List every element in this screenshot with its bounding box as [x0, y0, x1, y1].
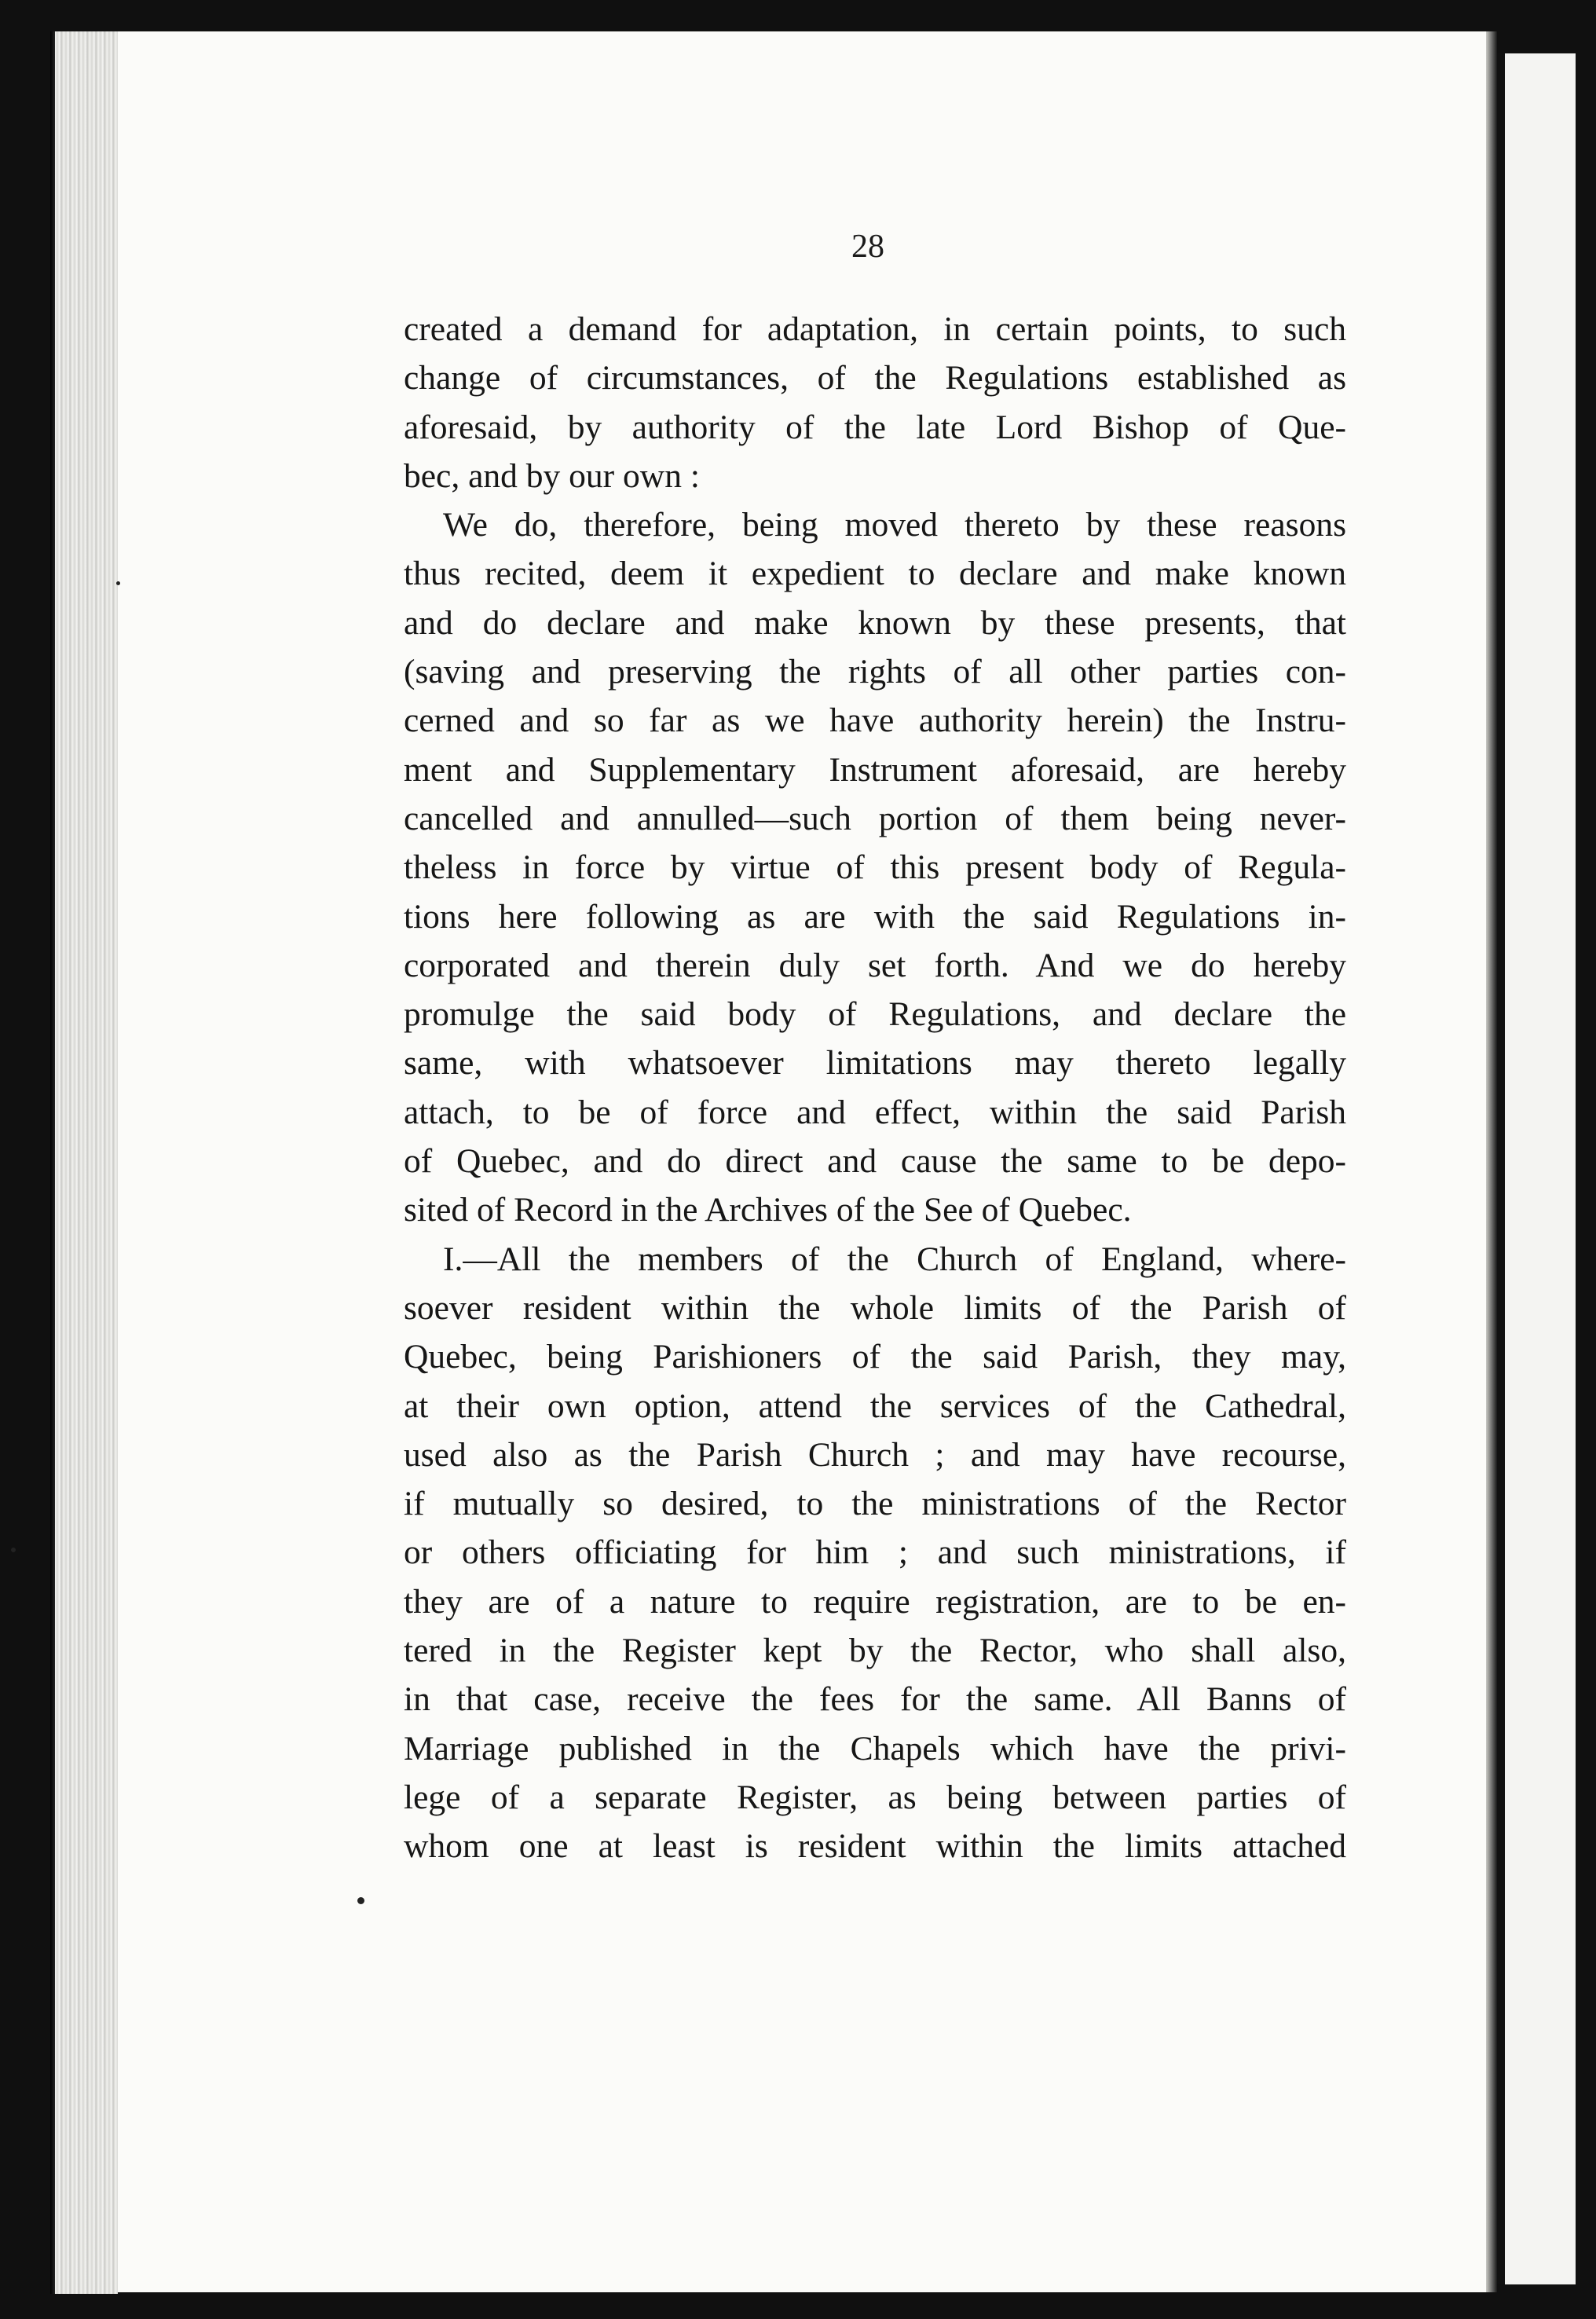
text-line: Quebec, being Parishioners of the said Parish, they may,	[404, 1338, 1346, 1376]
text-line: lege of a separate Register, as being between parties of	[404, 1778, 1346, 1816]
print-speck	[11, 1548, 16, 1552]
text-line: Marriage published in the Chapels which have the privi-	[404, 1729, 1346, 1768]
text-line: attach, to be of force and effect, within the said Parish	[404, 1093, 1346, 1131]
text-line: used also as the Parish Church ; and may have recourse,	[404, 1435, 1346, 1474]
text-line: at their own option, attend the services of the Cathedral,	[404, 1387, 1346, 1425]
text-line: promulge the said body of Regulations, and declare the	[404, 995, 1346, 1034]
page-gutter-shadow	[1486, 31, 1497, 2292]
text-line: in that case, receive the fees for the same. All Banns of	[404, 1680, 1346, 1719]
text-line: We do, therefore, being moved thereto by these reasons	[443, 506, 1346, 544]
text-line: cerned and so far as we have authority herein) the Instru-	[404, 702, 1346, 740]
text-line: if mutually so desired, to the ministrations of the Rector	[404, 1485, 1346, 1523]
stacked-page-edges	[55, 31, 118, 2294]
text-line: tions here following as are with the said Regulations in-	[404, 897, 1346, 936]
text-line: same, with whatsoever limitations may thereto legally	[404, 1044, 1346, 1083]
text-line: of Quebec, and do direct and cause the same to be depo-	[404, 1142, 1346, 1181]
text-line: theless in force by virtue of this present body of Regula-	[404, 848, 1346, 887]
text-line: whom one at least is resident within the limits attached	[404, 1827, 1346, 1866]
text-line: soever resident within the whole limits of the Parish of	[404, 1288, 1346, 1327]
text-line: created a demand for adaptation, in certain points, to such	[404, 310, 1346, 348]
facing-page-edge	[1497, 53, 1576, 2284]
text-line: (saving and preserving the rights of all other parties con-	[404, 653, 1346, 691]
text-line: they are of a nature to require registration, are to be en-	[404, 1582, 1346, 1621]
page-number: 28	[851, 229, 884, 265]
facing-page-shadow	[1497, 53, 1505, 2284]
text-line: thus recited, deem it expedient to declare and make known	[404, 555, 1346, 593]
text-line: corporated and therein duly set forth. And we do hereby	[404, 946, 1346, 984]
text-line: bec, and by our own :	[404, 456, 700, 495]
text-line: change of circumstances, of the Regulations established as	[404, 359, 1346, 397]
page-body-text	[404, 305, 1346, 1871]
text-line: I.—All the members of the Church of England, where-	[443, 1240, 1346, 1278]
print-speck	[116, 581, 120, 585]
text-line: aforesaid, by authority of the late Lord Bishop of Que-	[404, 408, 1346, 446]
text-line: tered in the Register kept by the Rector, who shall also,	[404, 1632, 1346, 1670]
print-speck	[357, 1897, 364, 1904]
text-line: cancelled and annulled—such portion of them being never-	[404, 799, 1346, 837]
text-line: sited of Record in the Archives of the See of Quebec.	[404, 1191, 1132, 1229]
text-line: ment and Supplementary Instrument aforesaid, are hereby	[404, 750, 1346, 789]
text-line: and do declare and make known by these presents, that	[404, 603, 1346, 642]
text-line: or others officiating for him ; and such ministrations, if	[404, 1533, 1346, 1572]
